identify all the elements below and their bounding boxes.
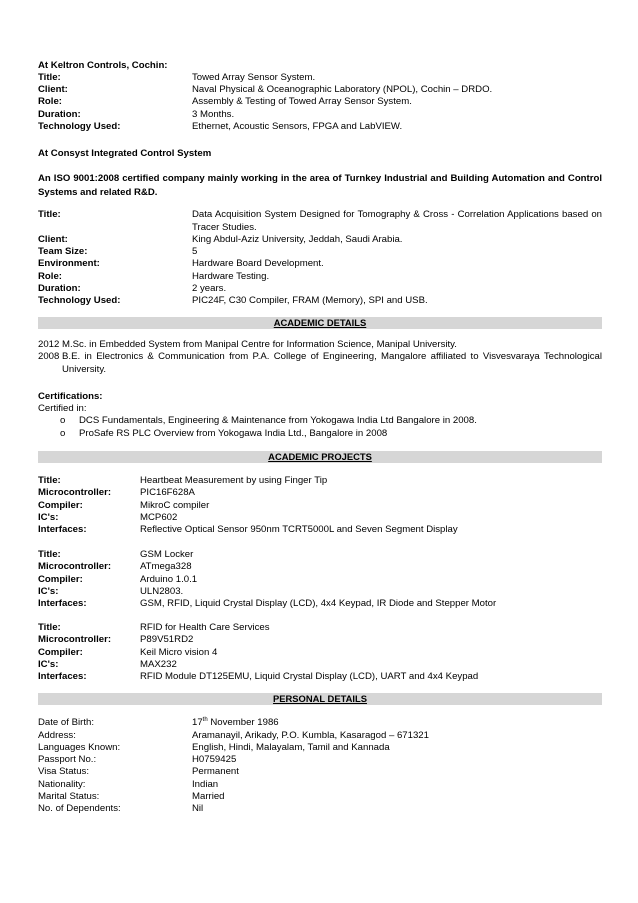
consyst-field-value: Hardware Testing. (192, 270, 270, 282)
certification-text: ProSafe RS PLC Overview from Yokogawa India Ltd., Bangalore in 2008 (79, 427, 388, 439)
consyst-field-value: King Abdul-Aziz University, Jeddah, Saudi Arabia. (192, 234, 403, 245)
personal-label-dob: Date of Birth: (38, 717, 94, 728)
academic-degree: M.Sc. in Embedded System from Manipal Centre for Information Science, Manipal University. (62, 339, 457, 350)
bullet-icon: o (60, 427, 66, 439)
academic-projects-heading: ACADEMIC PROJECTS (38, 451, 602, 463)
project-field-label: Interfaces: (38, 671, 87, 683)
personal-field-label: Address: (38, 729, 76, 741)
project-field-value: MCP602 (140, 511, 178, 523)
consyst-field-label: Team Size: (38, 246, 88, 258)
project-field-value: GSM, RFID, Liquid Crystal Display (LCD), 4x4 Keypad, IR Diode and Stepper Motor (140, 598, 497, 610)
project-field-value: P89V51RD2 (140, 634, 194, 646)
personal-field-value: Nil (192, 803, 204, 815)
certifications-heading: Certifications: (38, 391, 103, 402)
keltron-field-value: Towed Array Sensor System. (192, 72, 316, 83)
project-field-value: GSM Locker (140, 549, 194, 560)
personal-field-value: Married (192, 791, 225, 802)
consyst-field-value: Hardware Board Development. (192, 258, 324, 270)
consyst-field-label: Environment: (38, 258, 100, 270)
project-field-label: Microcontroller: (38, 634, 112, 646)
project-field-label: Compiler: (38, 573, 83, 585)
keltron-field-value: Assembly & Testing of Towed Array Sensor System. (192, 96, 412, 108)
consyst-field-value: 2 years. (192, 282, 227, 294)
project-field-value: RFID for Health Care Services (140, 622, 270, 633)
project-field-value: Reflective Optical Sensor 950nm TCRT5000L and Seven Segment Display (140, 524, 458, 536)
personal-field-value: Aramanayil, Arikady, P.O. Kumbla, Kasaragod – 671321 (192, 729, 429, 741)
academic-degree: B.E. in Electronics & Communication from P.A. College of Engineering, Mangalore affiliated to Visvesvaraya Technological University. (62, 351, 602, 375)
personal-field-label: Languages Known: (38, 741, 121, 753)
project-field-label: Compiler: (38, 499, 83, 511)
consyst-heading: At Consyst Integrated Control System (38, 148, 212, 159)
project-field-value: MikroC compiler (140, 499, 210, 511)
consyst-field-value: 5 (192, 246, 198, 258)
project-field-value: ATmega328 (140, 561, 192, 573)
project-field-label: IC's: (38, 658, 59, 670)
keltron-field-label: Technology Used: (38, 120, 121, 132)
project-field-value: MAX232 (140, 658, 177, 670)
consyst-field-label: Client: (38, 234, 68, 245)
keltron-field-value: Naval Physical & Oceanographic Laboratory (NPOL), Cochin – DRDO. (192, 84, 493, 96)
consyst-field-label: Duration: (38, 282, 81, 294)
personal-field-label: Marital Status: (38, 791, 100, 802)
project-field-value: Keil Micro vision 4 (140, 646, 218, 658)
consyst-title-label: Title: (38, 209, 61, 220)
bullet-icon: o (60, 415, 66, 426)
project-field-value: RFID Module DT125EMU, Liquid Crystal Display (LCD), UART and 4x4 Keypad (140, 671, 479, 683)
project-field-label: Title: (38, 549, 61, 560)
personal-value-dob (192, 717, 279, 729)
personal-field-value: English, Hindi, Malayalam, Tamil and Kannada (192, 741, 390, 753)
personal-field-label: No. of Dependents: (38, 803, 121, 815)
keltron-field-label: Role: (38, 96, 62, 108)
dob-suffix: th (202, 716, 208, 723)
project-field-label: IC's: (38, 585, 59, 597)
keltron-field-label: Title: (38, 72, 61, 83)
project-field-value: ULN2803. (140, 585, 184, 597)
consyst-field-label: Role: (38, 270, 62, 282)
project-field-value: Heartbeat Measurement by using Finger Tip (140, 475, 328, 486)
keltron-field-value: 3 Months. (192, 108, 235, 120)
project-field-value: PIC16F628A (140, 487, 195, 499)
project-field-label: Title: (38, 475, 61, 486)
personal-field-value: H0759425 (192, 754, 237, 766)
personal-details-heading: PERSONAL DETAILS (38, 693, 602, 705)
personal-field-label: Visa Status: (38, 766, 90, 778)
project-field-label: Microcontroller: (38, 487, 112, 499)
personal-field-label: Nationality: (38, 778, 86, 790)
project-field-label: IC's: (38, 511, 59, 523)
project-field-label: Microcontroller: (38, 561, 112, 573)
consyst-description: An ISO 9001:2008 certified company mainly working in the area of Turnkey Industrial and Building Automation and Control Systems and related R&D. (38, 173, 602, 198)
certification-text: DCS Fundamentals, Engineering & Maintenance from Yokogawa India Ltd Bangalore in 2008. (79, 415, 477, 426)
consyst-field-value: PIC24F, C30 Compiler, FRAM (Memory), SPI and USB. (192, 295, 428, 306)
academic-details-heading: ACADEMIC DETAILS (38, 317, 602, 329)
consyst-field-label: Technology Used: (38, 295, 121, 306)
dob-day: 17 (192, 717, 203, 728)
keltron-heading: At Keltron Controls, Cochin: (38, 60, 168, 71)
project-field-label: Title: (38, 622, 61, 633)
personal-field-value: Permanent (192, 766, 239, 778)
project-field-label: Interfaces: (38, 524, 87, 536)
project-field-label: Compiler: (38, 646, 83, 658)
project-field-value: Arduino 1.0.1 (140, 573, 198, 585)
keltron-field-label: Duration: (38, 108, 81, 120)
dob-month-year: November 1986 (207, 717, 279, 728)
consyst-title-value: Data Acquisition System Designed for Tomography & Cross - Correlation Applications based on Tracer Studies. (192, 209, 602, 233)
keltron-field-value: Ethernet, Acoustic Sensors, FPGA and LabVIEW. (192, 120, 403, 132)
keltron-field-label: Client: (38, 84, 68, 96)
academic-year: 2012 (38, 339, 60, 350)
personal-field-label: Passport No.: (38, 754, 97, 766)
certifications-intro: Certified in: (38, 403, 87, 414)
personal-field-value: Indian (192, 778, 219, 790)
academic-year: 2008 (38, 351, 60, 362)
project-field-label: Interfaces: (38, 598, 87, 610)
